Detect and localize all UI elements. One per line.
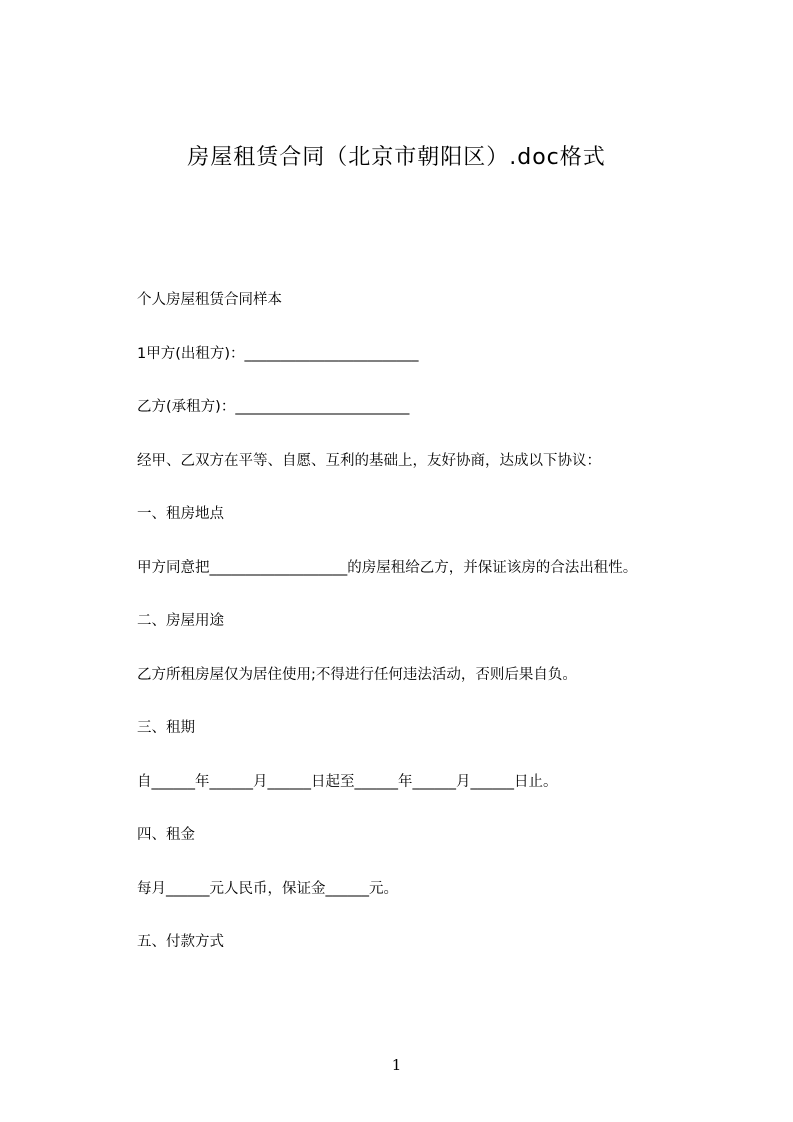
page-number: 1 <box>391 1056 402 1074</box>
intro-paragraph: 经甲、乙双方在平等、自愿、互利的基础上，友好协商，达成以下协议： <box>137 453 601 469</box>
section-heading-usage: 二、房屋用途 <box>137 613 224 629</box>
party-b-line: 乙方(承租方)：________________________ <box>137 399 410 415</box>
usage-paragraph: 乙方所租房屋仅为居住使用;不得进行任何违法活动，否则后果自负。 <box>137 667 577 683</box>
rent-paragraph: 每月______元人民币，保证金______元。 <box>137 881 398 897</box>
location-paragraph: 甲方同意把___________________的房屋租给乙方，并保证该房的合法出租性。 <box>137 560 638 576</box>
section-heading-rent: 四、租金 <box>137 827 195 843</box>
contract-subtitle: 个人房屋租赁合同样本 <box>137 292 282 308</box>
document-title: 房屋租赁合同（北京市朝阳区）.doc格式 <box>187 145 606 170</box>
section-heading-term: 三、租期 <box>137 720 195 736</box>
term-paragraph: 自______年______月______日起至______年______月______日止。 <box>137 774 558 790</box>
party-a-line: 1甲方(出租方)：________________________ <box>137 346 419 362</box>
section-heading-location: 一、租房地点 <box>137 506 224 522</box>
section-heading-payment: 五、付款方式 <box>137 934 224 950</box>
